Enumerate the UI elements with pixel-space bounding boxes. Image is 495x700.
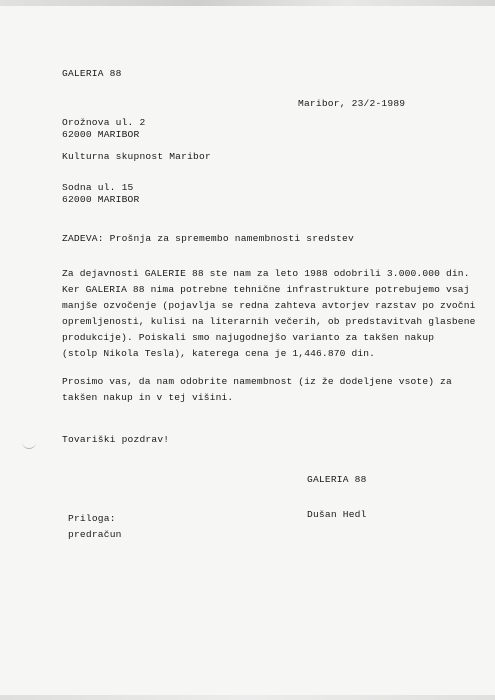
paragraph-2-line: Prosimo vas, da nam odobrite namembnost (iz že dodeljene vsote) za — [62, 376, 452, 387]
paragraph-1-line: (stolp Nikola Tesla), katerega cena je 1,446.870 din. — [62, 348, 376, 359]
paragraph-2 — [62, 374, 452, 406]
place-date: Maribor, 23/2-1989 — [298, 98, 406, 109]
paragraph-1-line: opremljenosti, kulisi na literarnih večerih, ob predstavitvah glasbene — [62, 316, 476, 327]
scan-edge-top — [0, 0, 495, 6]
paragraph-1-line: Ker GALERIA 88 nima potrebne tehnične infrastrukture potrebujemo vsaj — [62, 284, 470, 295]
sender-city: 62000 MARIBOR — [62, 129, 140, 140]
paragraph-1-line: produkcije). Poiskali smo najugodnejšo varianto za takšen nakup — [62, 332, 435, 343]
signature-org: GALERIA 88 — [307, 474, 367, 485]
paragraph-2-line: takšen nakup in v tej višini. — [62, 392, 234, 403]
attachment-item: predračun — [68, 529, 122, 540]
paragraph-1 — [62, 266, 476, 362]
greeting: Tovariški pozdrav! — [62, 434, 170, 445]
punch-mark — [22, 440, 36, 449]
signature-person: Dušan Hedl — [307, 509, 367, 520]
paragraph-1-line: manjše ozvočenje (pojavlja se redna zahteva avtorjev razstav po zvočni — [62, 300, 476, 311]
subject-line: ZADEVA: Prošnja za spremembo namembnosti sredstev — [62, 233, 354, 244]
paragraph-1-line: Za dejavnosti GALERIE 88 ste nam za leto 1988 odobrili 3.000.000 din. — [62, 268, 470, 279]
recipient-name: Kulturna skupnost Maribor — [62, 151, 211, 162]
attachment-label: Priloga: — [68, 513, 116, 524]
recipient-street: Sodna ul. 15 — [62, 182, 134, 193]
sender-name: GALERIA 88 — [62, 68, 122, 79]
recipient-city: 62000 MARIBOR — [62, 194, 140, 205]
sender-street: Orožnova ul. 2 — [62, 117, 146, 128]
scan-edge-bottom — [0, 695, 495, 700]
